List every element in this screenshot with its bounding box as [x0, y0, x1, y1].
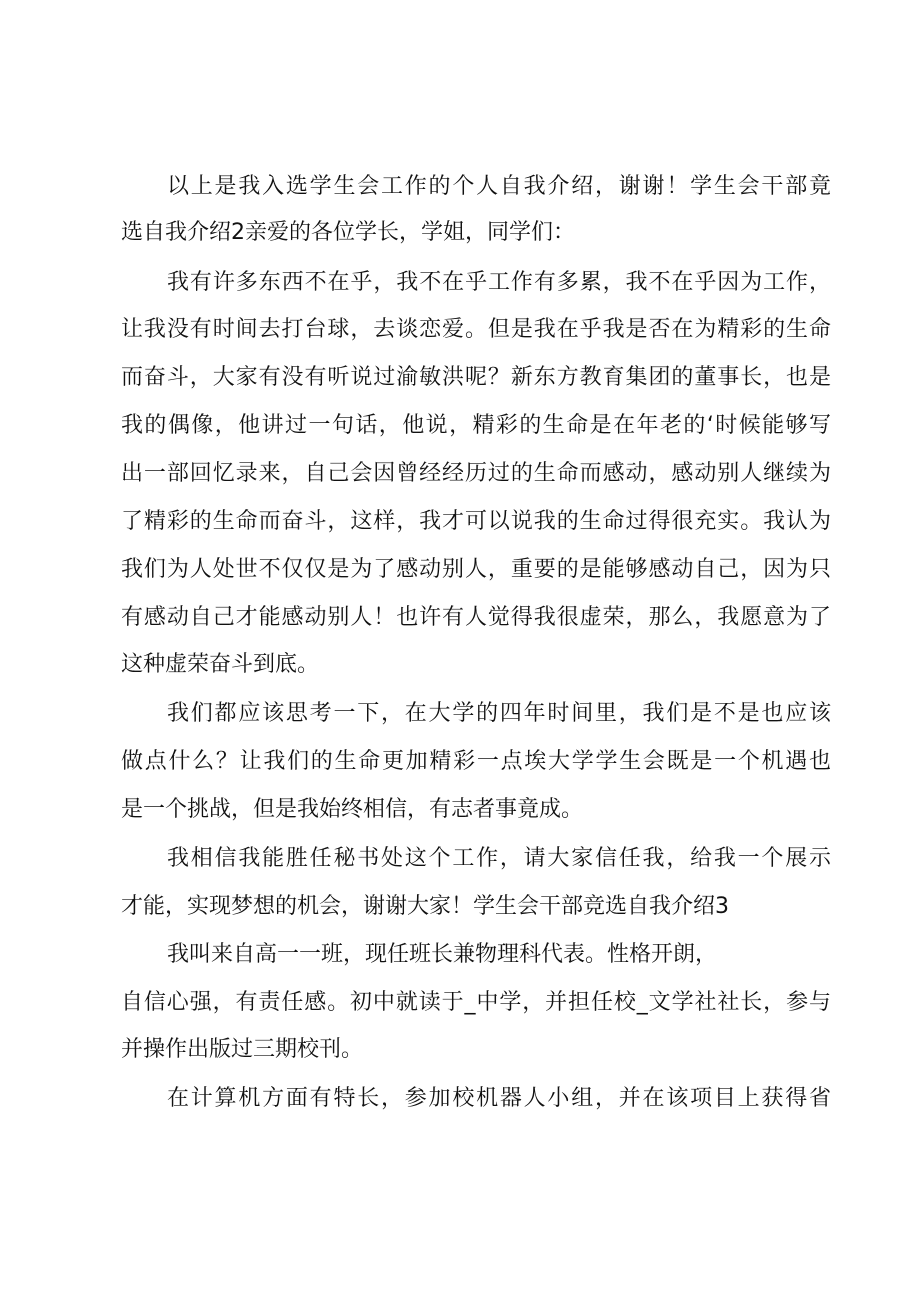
text-line: 是一个挑战，但是我始终相信，有志者事竟成。 — [121, 797, 584, 822]
text-line: 以上是我入选学生会工作的个人自我介绍，谢谢！学生会干部竟 — [167, 174, 831, 199]
text-line: 让我没有时间去打台球，去谈恋爱。但是我在乎我是否在为精彩的生命 — [121, 317, 831, 342]
text-line: 自信心强，有责任感。初中就读于_中学，并担任校_文学社社长，参与 — [121, 990, 831, 1015]
text-line: 我叫来自高一一班，现任班长兼物理科代表。性格开朗， — [167, 942, 718, 967]
text-line: 做点什么？让我们的生命更加精彩一点埃大学学生会既是一个机遇也 — [121, 749, 831, 774]
text-line: 有感动自己才能感动别人！也许有人觉得我很虚荣，那么，我愿意为了 — [121, 605, 831, 630]
text-line: 我们都应该思考一下，在大学的四年时间里，我们是不是也应该 — [167, 701, 831, 726]
text-line: 才能，实现梦想的机会，谢谢大家！学生会干部竞选自我介绍3 — [121, 894, 729, 919]
text-line: 我的偶像，他讲过一句话，他说，精彩的生命是在年老的‘时候能够写 — [121, 413, 831, 438]
text-line: 我相信我能胜任秘书处这个工作，请大家信任我，给我一个展示 — [167, 846, 831, 871]
text-line: 了精彩的生命而奋斗，这样，我才可以说我的生命过得很充实。我认为 — [121, 509, 831, 534]
text-line: 这种虚荣奋斗到底。 — [121, 652, 320, 677]
text-line: 选自我介绍2亲爱的各位学长，学姐，同学们： — [121, 220, 575, 245]
text-line: 而奋斗，大家有没有听说过渝敏洪呢？新东方教育集团的董事长，也是 — [121, 365, 831, 390]
text-line: 出一部回忆录来，自己会因曾经经历过的生命而感动，感动别人继续为 — [121, 461, 831, 486]
text-line: 并操作出版过三期校刊。 — [121, 1037, 364, 1062]
text-line: 我有许多东西不在乎，我不在乎工作有多累，我不在乎因为工作， — [167, 270, 831, 295]
text-line: 我们为人处世不仅仅是为了感动别人，重要的是能够感动自己，因为只 — [121, 557, 831, 582]
text-line: 在计算机方面有特长，参加校机器人小组，并在该项目上获得省 — [167, 1086, 831, 1111]
